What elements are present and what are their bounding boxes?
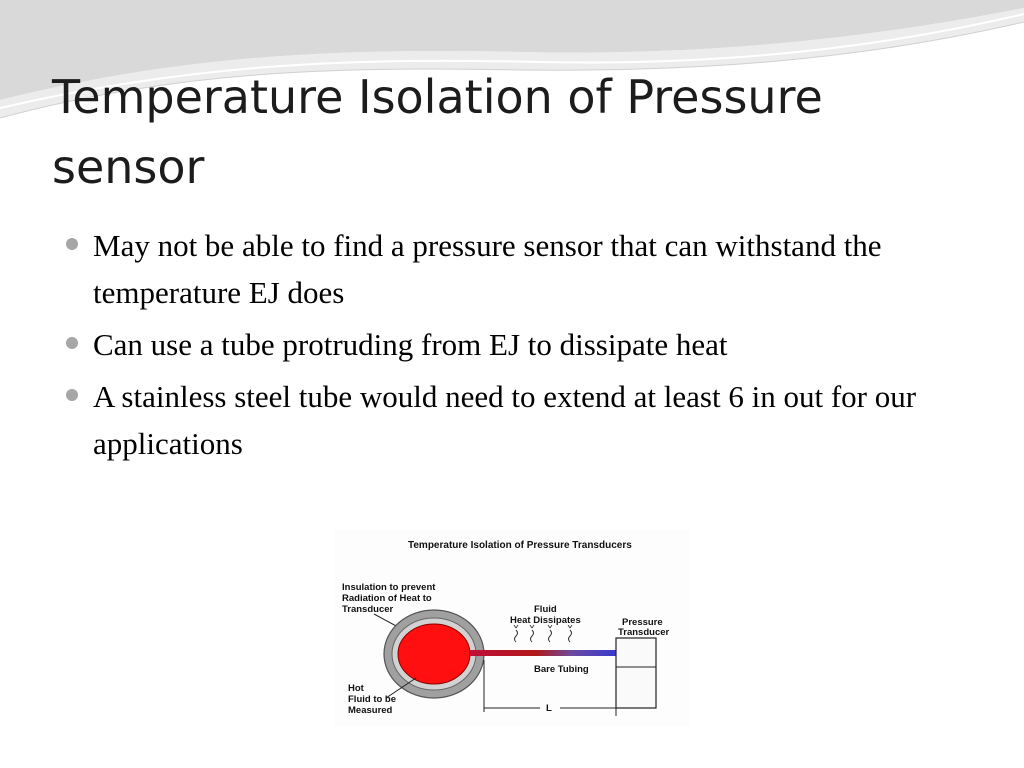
bullet-item [66, 373, 946, 467]
insulation-label-line-1: Insulation to prevent [342, 582, 436, 593]
heat-wave-icon [569, 630, 572, 642]
bare-tubing [470, 650, 616, 656]
hot-label-line-2: Fluid to be [348, 694, 397, 705]
insulation-label-line-2: Radiation of Heat to [342, 593, 432, 604]
bullet-text: A stainless steel tube would need to extend at least 6 in out for our applications [93, 379, 917, 461]
bare-tubing-label: Bare Tubing [534, 664, 589, 675]
bullet-dot-icon [66, 238, 78, 250]
bullet-list [66, 222, 946, 472]
bullet-item [66, 321, 946, 368]
heat-wave-icon [549, 630, 552, 642]
heat-wave-icon [531, 630, 534, 642]
heat-dissipates-label: Heat Dissipates [510, 615, 581, 626]
insulation-label-line-3: Transducer [342, 604, 394, 615]
slide-title: Temperature Isolation of Pressure sensor [52, 70, 823, 194]
hot-label-line-1: Hot [348, 683, 364, 694]
diagram-title: Temperature Isolation of Pressure Transducers [408, 540, 632, 551]
heat-wave-icon [515, 630, 518, 642]
diagram-canvas [334, 530, 690, 726]
bullet-dot-icon [66, 389, 78, 401]
bullet-text: May not be able to find a pressure sensor that can withstand the temperature EJ does [93, 228, 882, 310]
bullet-text: Can use a tube protruding from EJ to dissipate heat [93, 327, 728, 362]
pressure-transducer-box [616, 638, 656, 708]
bullet-item [66, 222, 946, 316]
length-label: L [546, 703, 552, 714]
transducer-isolation-diagram [334, 530, 690, 726]
pressure-label-line-1: Pressure [622, 617, 663, 628]
bullet-dot-icon [66, 337, 78, 349]
hot-fluid-circle [398, 624, 470, 684]
pressure-label-line-2: Transducer [618, 627, 670, 638]
fluid-label: Fluid [534, 604, 557, 615]
hot-label-line-3: Measured [348, 705, 393, 716]
